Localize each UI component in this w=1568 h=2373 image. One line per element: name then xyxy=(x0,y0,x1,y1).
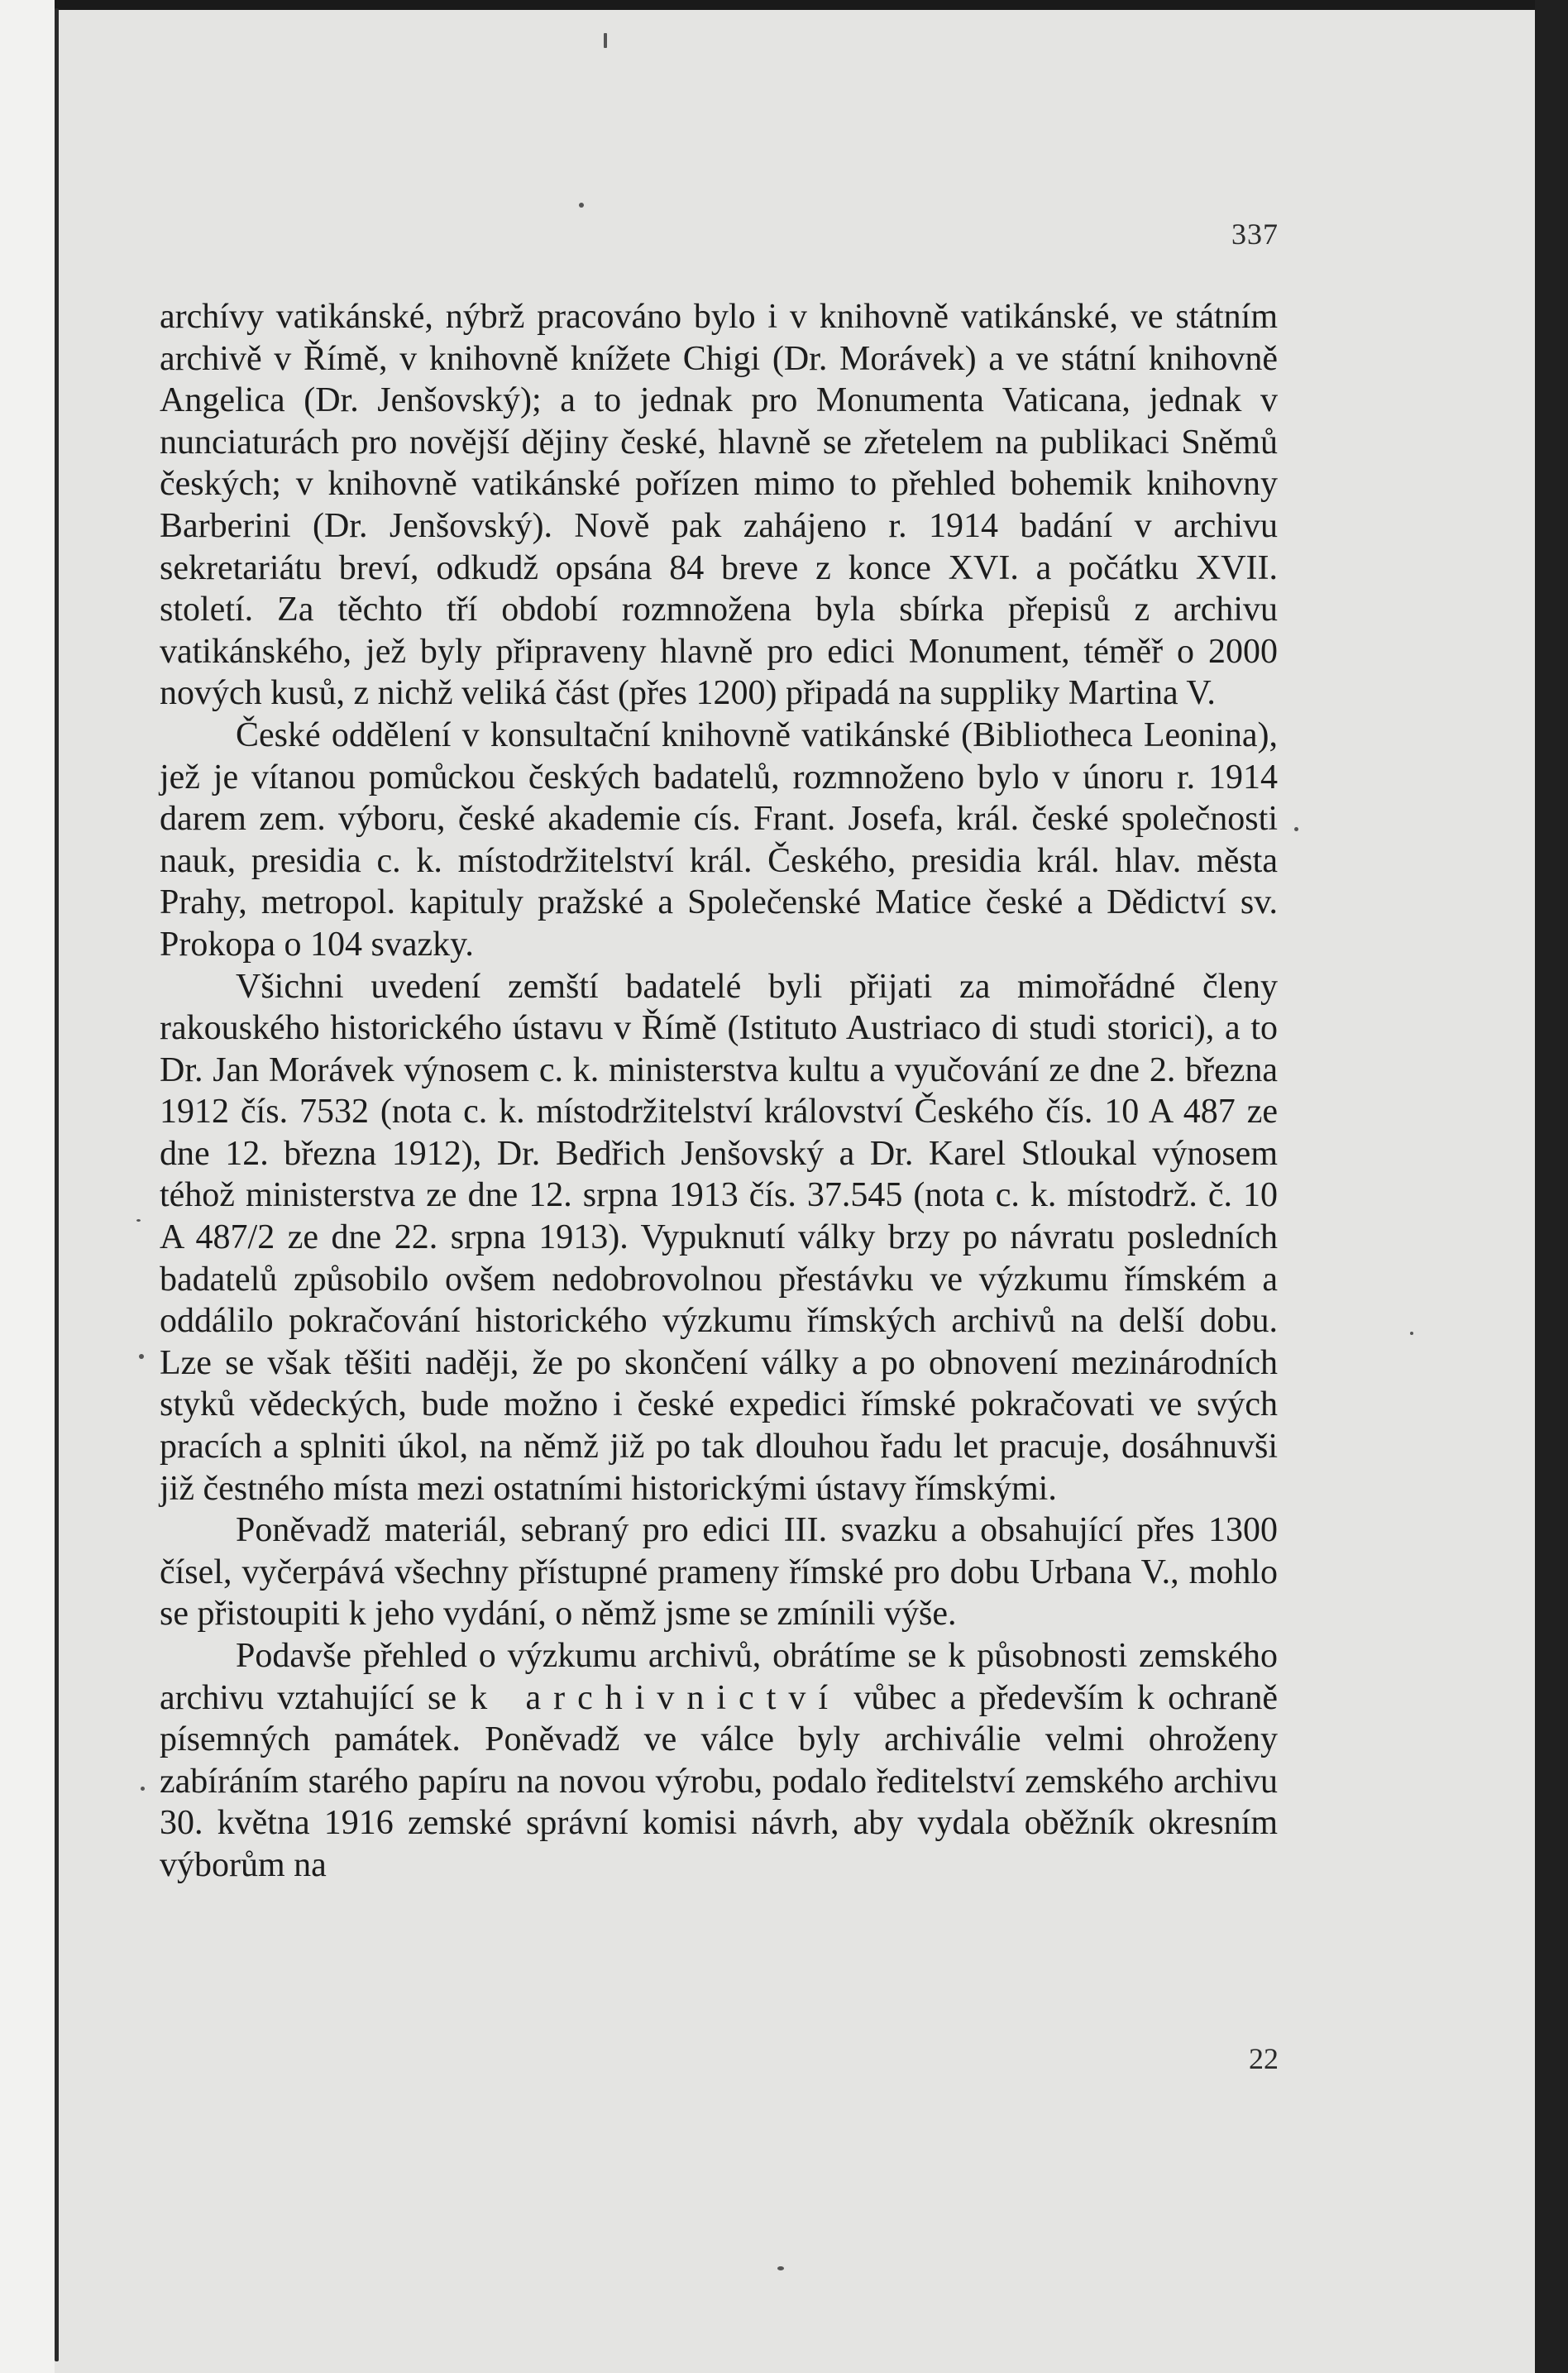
paragraph-archives: archívy vatikánské, nýbrž pracováno bylo i v knihovně vatikánské, ve státním archivě v Římě, v knihovně knížete Chigi (Dr. Morávek) a ve státní knihovně Angelica (Dr. Jenšovský); a to jednak pro Monumenta Vaticana, jednak v nunciaturách pro novější dějiny české, hlavně se zřetelem na publikaci Sněmů českých; v knihovně vatikánské pořízen mimo to přehled bohemik knihovny Barberini (Dr. Jenšovský). Nově pak zahájeno r. 1914 badání v archivu sekretariátu breví, odkudž opsána 84 breve z konce XVI. a počátku XVII. století. Za těchto tří období rozmnožena byla sbírka přepisů z archivu vatikánského, jež byly připraveny hlavně pro edici Monument, téměř o 2000 nových kusů, z nichž veliká část (přes 1200) připadá na suppliky Martina V. xyxy=(160,298,1278,713)
paragraph-czech-department: České oddělení v konsultační knihovně vatikánské (Bibliotheca Leonina), jež je vítanou pomůckou českých badatelů, rozmnoženo bylo v únoru r. 1914 darem zem. výboru, české akademie cís. Frant. Josefa, král. české společnosti nauk, presidia c. k. místodržitelství král. Českého, presidia král. hlav. města Prahy, metropol. kapituly pražské a Společenské Matice české a Dědictví sv. Prokopa o 104 svazky. xyxy=(160,715,1278,964)
page-number: 337 xyxy=(1231,218,1279,251)
scan-speck xyxy=(1410,1332,1413,1335)
scan-speck xyxy=(136,1219,141,1222)
scan-speck xyxy=(777,2266,784,2270)
scan-speck xyxy=(141,1787,145,1791)
page-binding-edge xyxy=(55,8,59,2361)
paragraph-edition: Poněvadž materiál, sebraný pro edici III. svazku a obsahující přes 1300 čísel, vyčerpává všechny přístupné prameny římské pro dobu Urbana V., mohlo se přistoupiti k jeho vydání, o němž jsme se zmínili výše. xyxy=(160,1511,1278,1634)
scan-speck xyxy=(1294,827,1298,831)
scan-speck xyxy=(579,203,584,208)
scan-speck xyxy=(604,33,607,48)
body-text xyxy=(160,296,1278,1887)
page-outer-margin xyxy=(0,0,55,2373)
printer-signature-mark: 22 xyxy=(1249,2042,1279,2075)
scan-top-edge xyxy=(55,0,1568,10)
spaced-emphasis-term: k archivnictví xyxy=(470,1678,841,1717)
paragraph-text-before: Podavše přehled o výzkumu archivů, obrátíme se k působnosti zemského archivu vztahující se xyxy=(160,1637,1278,1717)
paragraph-archival-protection xyxy=(160,1635,1278,1887)
scan-right-edge xyxy=(1535,0,1568,2373)
paragraph-researchers: Všichni uvedení zemští badatelé byli přijati za mimořádné členy rakouského historického ústavu v Římě (Istituto Austriaco di studi storici), a to Dr. Jan Morávek výnosem c. k. ministerstva kultu a vyučování ze dne 2. března 1912 čís. 7532 (nota c. k. místodržitelství království Českého čís. 10 A 487 ze dne 12. března 1912), Dr. Bedřich Jenšovský a Dr. Karel Stloukal výnosem téhož ministerstva ze dne 12. srpna 1913 čís. 37.545 (nota c. k. místodrž. č. 10 A 487/2 ze dne 22. srpna 1913). Vypuknutí války brzy po návratu posledních badatelů způsobilo ovšem nedobrovolnou přestávku ve výzkumu římském a oddálilo pokračování historického výzkumu římských archivů na delší dobu. Lze se však těšiti naději, že po skončení války a po obnovení mezinárodních styků vědeckých, bude možno i české expedici římské pokračovati ve svých pracích a splniti úkol, na němž již po tak dlouhou řadu let pracuje, dosáhnuvši již čestného místa mezi ostatními historickými ústavy římskými. xyxy=(160,967,1278,1508)
paragraph-text-after: vůbec a především k ochraně písemných památek. Poněvadž ve válce byly archiválie velmi ohroženy zabíráním starého papíru na novou výrobu, podalo ředitelství zemského archivu 30. května 1916 zemské správní komisi návrh, aby vydala oběžník okresním výborům na xyxy=(160,1678,1278,1884)
scan-speck xyxy=(139,1354,144,1359)
